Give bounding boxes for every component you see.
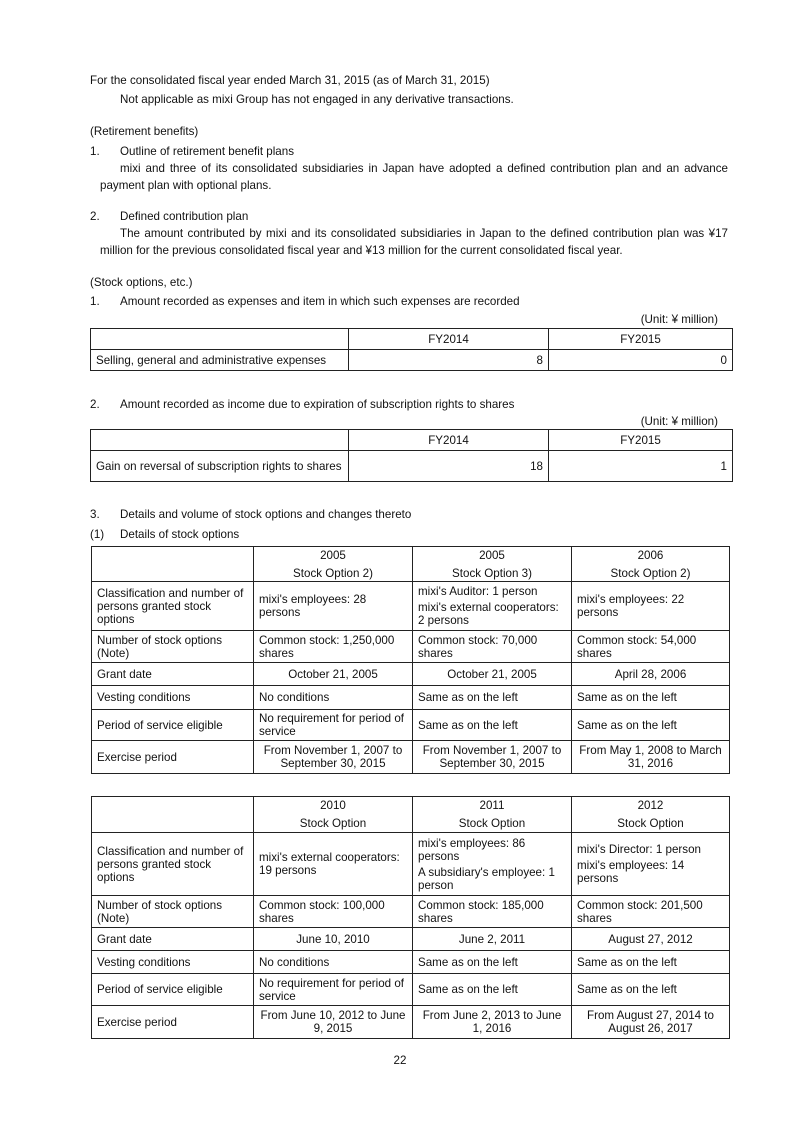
unit-label: (Unit: ¥ million) [640, 313, 718, 326]
row-label: Vesting conditions [92, 951, 254, 974]
cell-service: Same as on the left [413, 710, 572, 741]
option-year: 2011 [479, 799, 505, 812]
column-header [254, 797, 413, 833]
row-label: Period of service eligible [92, 710, 254, 741]
cell-grant: October 21, 2005 [254, 663, 413, 686]
option-name: Stock Option 3) [452, 566, 532, 580]
cell-value: 0 [549, 350, 733, 371]
table-row [92, 833, 730, 896]
cell-line: mixi's employees: 86 persons [418, 836, 526, 863]
cell-vesting: Same as on the left [413, 686, 572, 710]
cell-line: mixi's Director: 1 person [577, 843, 701, 856]
table-row [92, 1006, 730, 1039]
item-title: Details and volume of stock options and changes thereto [120, 508, 412, 521]
cell-line: A subsidiary's employee: 1 person [418, 865, 555, 892]
corner-cell [92, 797, 254, 833]
cell-service: Same as on the left [413, 974, 572, 1006]
option-name: Stock Option [617, 817, 684, 830]
item-text: mixi and three of its consolidated subsidiaries in Japan have adopted a defined contribution plan and an advance payment plan with optional plans. [100, 162, 728, 192]
table-row [92, 974, 730, 1006]
item-title: Amount recorded as income due to expiration of subscription rights to shares [120, 398, 515, 411]
item-title: Defined contribution plan [120, 210, 249, 223]
column-header [413, 797, 572, 833]
table-row [92, 663, 730, 686]
cell-value: 1 [549, 451, 733, 482]
cell-service: Same as on the left [572, 974, 730, 1006]
cell-persons [254, 582, 413, 631]
column-header: FY2015 [549, 329, 733, 350]
row-label: Period of service eligible [92, 974, 254, 1006]
corner-cell [92, 547, 254, 582]
column-header: FY2014 [349, 329, 549, 350]
table-row [92, 710, 730, 741]
cell-number: Common stock: 70,000 shares [413, 631, 572, 663]
item-number: 1. [90, 145, 100, 158]
item-number: 2. [90, 210, 100, 223]
cell-service: Same as on the left [572, 710, 730, 741]
cell-grant: June 10, 2010 [254, 928, 413, 951]
option-year: 2005 [320, 548, 346, 562]
row-label: Grant date [92, 928, 254, 951]
table-row [92, 686, 730, 710]
cell-exercise: From November 1, 2007 to September 30, 2015 [254, 741, 413, 774]
cell-persons [254, 833, 413, 896]
retirement-heading: (Retirement benefits) [90, 125, 199, 138]
subitem-number: (1) [90, 528, 105, 541]
item-number: 1. [90, 295, 100, 308]
option-year: 2006 [637, 548, 664, 562]
cell-exercise: From November 1, 2007 to September 30, 2015 [413, 741, 572, 774]
cell-line: mixi's external cooperators: 2 persons [418, 601, 559, 627]
row-label: Classification and number of persons granted stock options [92, 833, 254, 896]
cell-line: mixi's employees: 14 persons [577, 859, 685, 885]
header-row [92, 547, 730, 582]
table-row [92, 582, 730, 631]
column-header: FY2014 [349, 430, 549, 451]
item-title: Amount recorded as expenses and item in which such expenses are recorded [120, 295, 520, 308]
row-label: Exercise period [92, 1006, 254, 1039]
page-number: 22 [393, 1054, 407, 1067]
cell-line: mixi's employees: 28 persons [259, 593, 367, 619]
option-year: 2005 [479, 548, 505, 562]
cell-service: No requirement for period of service [254, 710, 413, 741]
row-label: Grant date [92, 663, 254, 686]
cell-exercise: From August 27, 2014 to August 26, 2017 [572, 1006, 730, 1039]
cell-grant: August 27, 2012 [572, 928, 730, 951]
item-text: The amount contributed by mixi and its consolidated subsidiaries in Japan to the defined contribution plan was ¥17 million for the previous consolidated fiscal year and ¥13 million for the current consolidated fiscal year. [100, 227, 728, 257]
cell-number: Common stock: 201,500 shares [572, 896, 730, 928]
cell-value: 8 [349, 350, 549, 371]
option-name: Stock Option [299, 817, 367, 830]
stock-options-table-2 [91, 796, 730, 1039]
cell-persons [572, 833, 730, 896]
cell-grant: October 21, 2005 [413, 663, 572, 686]
row-label: Classification and number of persons granted stock options [92, 582, 254, 631]
cell-number: Common stock: 100,000 shares [254, 896, 413, 928]
option-name: Stock Option [458, 817, 526, 830]
table-row [92, 741, 730, 774]
header-row [92, 797, 730, 833]
column-header [572, 547, 730, 582]
income-table [90, 429, 733, 482]
cell-persons [572, 582, 730, 631]
row-label: Number of stock options (Note) [92, 896, 254, 928]
column-header [254, 547, 413, 582]
option-name: Stock Option 2) [610, 566, 691, 580]
table-row [92, 951, 730, 974]
derivatives-heading: For the consolidated fiscal year ended March 31, 2015 (as of March 31, 2015) [90, 74, 490, 87]
cell-exercise: From May 1, 2008 to March 31, 2016 [572, 741, 730, 774]
column-header: FY2015 [549, 430, 733, 451]
cell-vesting: Same as on the left [572, 951, 730, 974]
row-label: Number of stock options (Note) [92, 631, 254, 663]
item-title: Outline of retirement benefit plans [120, 145, 295, 158]
derivatives-text: Not applicable as mixi Group has not engaged in any derivative transactions. [120, 93, 514, 106]
cell-number: Common stock: 54,000 shares [572, 631, 730, 663]
cell-exercise: From June 10, 2012 to June 9, 2015 [254, 1006, 413, 1039]
stock-options-table-1 [91, 546, 730, 774]
cell-line: mixi's Auditor: 1 person [418, 585, 538, 598]
row-label: Vesting conditions [92, 686, 254, 710]
cell-exercise: From June 2, 2013 to June 1, 2016 [413, 1006, 572, 1039]
cell-vesting: Same as on the left [413, 951, 572, 974]
cell-number: Common stock: 1,250,000 shares [254, 631, 413, 663]
table-row [92, 928, 730, 951]
option-year: 2012 [637, 799, 664, 812]
stock-heading: (Stock options, etc.) [90, 276, 193, 289]
item-number: 3. [90, 508, 100, 521]
cell-value: 18 [349, 451, 549, 482]
cell-persons [413, 833, 572, 896]
cell-number: Common stock: 185,000 shares [413, 896, 572, 928]
cell-grant: June 2, 2011 [413, 928, 572, 951]
row-label: Gain on reversal of subscription rights to shares [91, 451, 349, 482]
cell-line: mixi's employees: 22 persons [577, 593, 685, 619]
cell-service: No requirement for period of service [254, 974, 413, 1006]
cell-persons [413, 582, 572, 631]
table-row [92, 896, 730, 928]
cell-line: mixi's external cooperators: 19 persons [259, 851, 400, 877]
item-number: 2. [90, 398, 100, 411]
row-label: Exercise period [92, 741, 254, 774]
option-year: 2010 [320, 799, 346, 812]
option-name: Stock Option 2) [293, 566, 373, 580]
column-header [572, 797, 730, 833]
table-row [92, 631, 730, 663]
row-label: Selling, general and administrative expenses [91, 350, 349, 371]
subitem-title: Details of stock options [120, 528, 240, 541]
cell-grant: April 28, 2006 [572, 663, 730, 686]
cell-vesting: No conditions [254, 951, 413, 974]
expenses-table [90, 328, 733, 371]
column-header [413, 547, 572, 582]
cell-vesting: No conditions [254, 686, 413, 710]
unit-label: (Unit: ¥ million) [640, 415, 718, 428]
cell-vesting: Same as on the left [572, 686, 730, 710]
